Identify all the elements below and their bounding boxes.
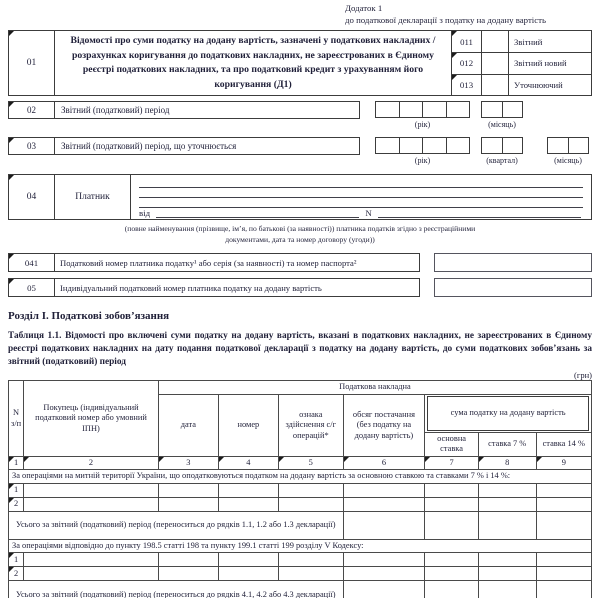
- row-number: 2: [9, 497, 24, 511]
- row-041: [8, 253, 592, 272]
- section2-total-label: Усього за звітний (податковий) період (переноситься до рядків 4.1, 4.2 або 4.3 декларації): [9, 581, 344, 598]
- row-05-code: 05: [9, 279, 55, 296]
- date-cell[interactable]: [158, 553, 218, 567]
- row-number: 1: [9, 483, 24, 497]
- row-03-quarter-group: [481, 137, 523, 165]
- year-caption: (рік): [414, 156, 431, 166]
- payer-lines: [131, 175, 591, 219]
- month-digit-cell[interactable]: [548, 138, 569, 153]
- row-02-year-group: [375, 101, 470, 129]
- currency-unit: (грн): [574, 370, 592, 381]
- vat-14-cell[interactable]: [536, 567, 591, 581]
- date-cell[interactable]: [158, 567, 218, 581]
- agri-flag-cell[interactable]: [278, 553, 343, 567]
- vat-7-cell[interactable]: [478, 553, 536, 567]
- option-code: 013: [452, 75, 482, 96]
- total-vat-main-rate-cell[interactable]: [425, 511, 479, 539]
- row-05-label: Індивідуальний податковий номер платника податку на додану вартість: [60, 282, 322, 293]
- column-number: 5: [278, 456, 343, 470]
- payer-name-line[interactable]: [139, 198, 583, 208]
- column-number: 7: [425, 456, 479, 470]
- vat-main-rate-cell[interactable]: [425, 553, 479, 567]
- option-code: 011: [452, 31, 482, 52]
- header-tax-invoice-group: Податкова накладна: [158, 381, 591, 395]
- buyer-cell[interactable]: [24, 483, 159, 497]
- payer-caption: [0, 223, 600, 245]
- row-04: [8, 174, 592, 220]
- row-02-box: [8, 101, 360, 119]
- number-cell[interactable]: [218, 567, 278, 581]
- option-zvitnyi-novyi: [452, 53, 591, 75]
- section1-row-1: [9, 483, 592, 497]
- year-digit-cell[interactable]: [423, 138, 447, 153]
- option-label: Уточнюючий: [514, 79, 563, 90]
- year-digit-cell[interactable]: [376, 138, 400, 153]
- row-03-label: Звітний (податковий) період, що уточнюється: [61, 141, 237, 152]
- header-vat-group-cell: [425, 394, 592, 432]
- buyer-cell[interactable]: [24, 567, 159, 581]
- total-vat-7-cell[interactable]: [478, 511, 536, 539]
- vat-7-cell[interactable]: [478, 483, 536, 497]
- contract-number-line[interactable]: [378, 208, 581, 218]
- month-digit-cell[interactable]: [482, 102, 503, 117]
- from-label: від: [139, 208, 151, 219]
- total-vat-14-cell[interactable]: [536, 511, 591, 539]
- option-checkbox[interactable]: [482, 31, 509, 52]
- option-checkbox[interactable]: [482, 53, 509, 74]
- vat-7-cell[interactable]: [478, 567, 536, 581]
- year-digit-cell[interactable]: [447, 102, 470, 117]
- agri-flag-cell[interactable]: [278, 567, 343, 581]
- header-col6: обсяг постачання (без податку на додану вартість): [343, 394, 425, 456]
- row-02-code: 02: [9, 102, 55, 118]
- column-number: 8: [478, 456, 536, 470]
- row-03-box: [8, 137, 360, 155]
- buyer-cell[interactable]: [24, 497, 159, 511]
- section1-total-label: Усього за звітний (податковий) період (переноситься до рядків 1.1, 1.2 або 1.3 декларації): [9, 511, 344, 539]
- header-col2: Покупець (індивідуальний податковий номер або умовний ІПН): [24, 381, 159, 457]
- appendix-subtitle: до податкової декларації з податку на додану вартість: [345, 14, 546, 25]
- section1-total-row: [9, 511, 592, 539]
- total-vat-7-cell[interactable]: [478, 581, 536, 598]
- column-number: 1: [9, 456, 24, 470]
- row-03-code: 03: [9, 138, 55, 154]
- row-number: 2: [9, 567, 24, 581]
- total-vat-14-cell[interactable]: [536, 581, 591, 598]
- header-col4: номер: [218, 394, 278, 456]
- option-checkbox[interactable]: [482, 75, 509, 96]
- payer-name-line[interactable]: [139, 188, 583, 198]
- vat-14-cell[interactable]: [536, 483, 591, 497]
- section1-note: За операціями на митній території України, що оподатковуються податком на додану вартість за основною ставкою та ставками 7 % і 14 %:: [12, 471, 511, 481]
- row-01-code: 01: [9, 31, 55, 95]
- row-03-month-group: [547, 137, 589, 165]
- number-cell[interactable]: [218, 553, 278, 567]
- quarter-digit-cell[interactable]: [503, 138, 523, 153]
- row-02: [0, 101, 600, 132]
- date-cell[interactable]: [158, 483, 218, 497]
- year-digit-cell[interactable]: [423, 102, 447, 117]
- date-cell[interactable]: [158, 497, 218, 511]
- declaration-type-options: [452, 31, 591, 95]
- row-02-label: Звітний (податковий) період: [61, 105, 170, 116]
- payer-caption-line2: документами, дата та номер договору (угоди)): [225, 235, 375, 245]
- agri-flag-cell[interactable]: [278, 483, 343, 497]
- month-caption: (місяць): [554, 156, 582, 166]
- total-supply-volume-cell[interactable]: [343, 511, 425, 539]
- column-number: 9: [536, 456, 591, 470]
- row-05: [8, 278, 592, 297]
- year-caption: (рік): [414, 120, 431, 130]
- payer-name-line[interactable]: [139, 178, 583, 188]
- quarter-caption: (квартал): [486, 156, 518, 166]
- column-number: 2: [24, 456, 159, 470]
- column-number: 4: [218, 456, 278, 470]
- header-col5: ознака здійснення с/г операцій*: [278, 394, 343, 456]
- buyer-cell[interactable]: [24, 553, 159, 567]
- row-03: [0, 137, 600, 168]
- option-label: Звітний: [514, 36, 543, 47]
- section2-note: За операціями відповідно до пункту 198.5 статті 198 та пункту 199.1 статті 199 розділу V Кодексу:: [12, 540, 364, 550]
- supply-volume-cell[interactable]: [343, 483, 425, 497]
- option-utochniuiuchyi: [452, 75, 591, 96]
- option-zvitnyi: [452, 31, 591, 53]
- number-label: N: [365, 208, 372, 219]
- month-digit-cell[interactable]: [569, 138, 589, 153]
- header-col7: основна ставка: [425, 432, 479, 456]
- row-05-box: [8, 278, 420, 297]
- vat-14-cell[interactable]: [536, 497, 591, 511]
- vat-main-rate-cell[interactable]: [425, 567, 479, 581]
- vat-7-cell[interactable]: [478, 497, 536, 511]
- row-041-box: [8, 253, 420, 272]
- section2-total-row: [9, 581, 592, 598]
- total-vat-main-rate-cell[interactable]: [425, 581, 479, 598]
- appendix-title: Додаток 1: [345, 3, 383, 13]
- vat-number-input[interactable]: [434, 278, 592, 297]
- row-02-month-group: [481, 101, 523, 129]
- quarter-digit-cell[interactable]: [482, 138, 503, 153]
- row-041-label: Податковий номер платника податку¹ або серія (за наявності) та номер паспорта²: [60, 257, 357, 268]
- section1-row-2: [9, 497, 592, 511]
- number-cell[interactable]: [218, 497, 278, 511]
- year-digit-cell[interactable]: [447, 138, 470, 153]
- tax-number-input[interactable]: [434, 253, 592, 272]
- row-01-title: Відомості про суми податку на додану вартість, зазначені у податкових накладних / розрахунках коригування до податкових накладних, не зареєстрованих в Єдиному реєстрі податкових накладних, та про податковий кредит з урахуванням його коригування (Д1): [55, 31, 452, 95]
- column-number: 3: [158, 456, 218, 470]
- supply-volume-cell[interactable]: [343, 497, 425, 511]
- agri-flag-cell[interactable]: [278, 497, 343, 511]
- header-col1: N з/п: [9, 381, 24, 457]
- option-label: Звітний новий: [514, 58, 567, 69]
- section1-note-cell: [9, 470, 592, 484]
- vat-main-rate-cell[interactable]: [425, 497, 479, 511]
- month-digit-cell[interactable]: [503, 102, 523, 117]
- payer-caption-line1: (повне найменування (прізвище, ім’я, по батькові (за наявності)) платника податків згідно з реєстраційними: [124, 224, 476, 234]
- section2-row-1: [9, 553, 592, 567]
- section2-note-cell: [9, 539, 592, 553]
- appendix-header: [345, 3, 600, 26]
- vat-14-cell[interactable]: [536, 553, 591, 567]
- payer-contract-line: [137, 208, 585, 219]
- supply-volume-cell[interactable]: [343, 567, 425, 581]
- header-vat-group: сума податку на додану вартість: [427, 396, 589, 431]
- row-03-year-group: [375, 137, 470, 165]
- year-digit-cell[interactable]: [376, 102, 400, 117]
- year-digit-cell[interactable]: [400, 138, 424, 153]
- vat-main-rate-cell[interactable]: [425, 483, 479, 497]
- contract-date-line[interactable]: [156, 208, 359, 218]
- section2-row-2: [9, 567, 592, 581]
- header-col3: дата: [158, 394, 218, 456]
- row-01: [8, 30, 592, 96]
- month-caption: (місяць): [488, 120, 516, 130]
- table-1-1: [8, 380, 592, 598]
- payer-label: Платник: [55, 175, 131, 219]
- table-1-1-caption: Таблиця 1.1. Відомості про включені суми податку на додану вартість, вказані в податкових накладних, не зареєстрованих в Єдиному реєстрі податкових накладних на дату подання податкової декларації з податку на додану вартість, до суми податкових зобов’язань за звітний (податковий) період: [8, 331, 592, 368]
- header-col9: ставка 14 %: [536, 432, 591, 456]
- section-1-title: Розділ I. Податкові зобов’язання: [8, 310, 170, 323]
- column-number: 6: [343, 456, 425, 470]
- total-supply-volume-cell[interactable]: [343, 581, 425, 598]
- header-col8: ставка 7 %: [478, 432, 536, 456]
- number-cell[interactable]: [218, 483, 278, 497]
- supply-volume-cell[interactable]: [343, 553, 425, 567]
- row-number: 1: [9, 553, 24, 567]
- row-04-code: 04: [9, 175, 55, 219]
- row-041-code: 041: [9, 254, 55, 271]
- year-digit-cell[interactable]: [400, 102, 424, 117]
- option-code: 012: [452, 53, 482, 74]
